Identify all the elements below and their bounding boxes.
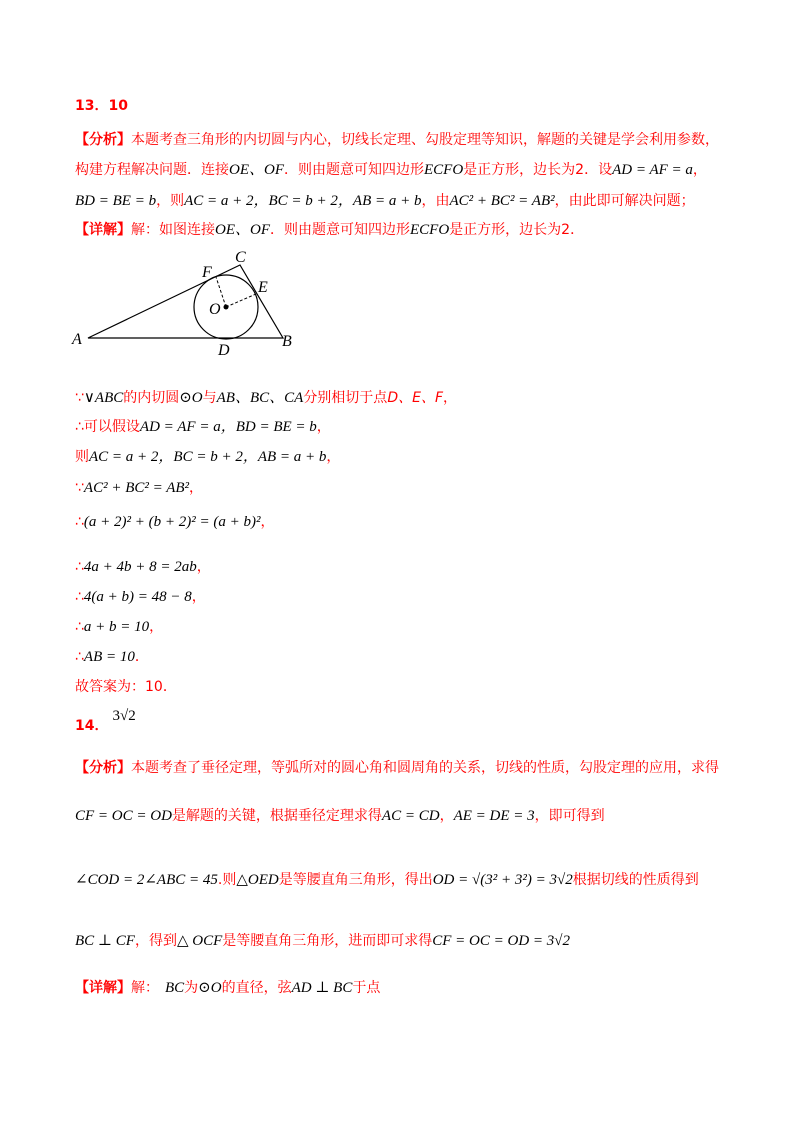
math-expr: AE = DE = 3 [453,808,535,824]
detail-text: 是正方形，边长为2． [449,222,585,238]
math-expr: AC = CD [381,808,440,824]
step-text: ， [326,449,341,465]
q14-answer: 3√2 [112,708,136,724]
step-4 [75,478,203,498]
detail-text: ．则由题意可知四边形 [270,222,410,238]
analysis-text: ， [439,808,454,824]
step-5 [75,512,275,532]
label-d: D [218,342,230,358]
step-text: ． [134,649,149,665]
math-expr: AC² + BC² = AB² [449,193,555,209]
detail-tag: 【详解】 [75,222,131,238]
therefore-symbol: ∴ [75,559,84,575]
math-expr: BC [165,980,185,996]
math-expr: AC² + BC² = AB² [83,480,190,496]
q14-detail-line [75,978,380,998]
q13-detail-line [75,220,584,240]
q14-analysis-line1 [75,758,719,778]
analysis-text: ，由此即可解决问题； [554,193,695,209]
q14-number: 14． [75,718,109,734]
math-expr: ECFO [424,162,464,178]
label-f: F [202,264,212,281]
step-text: ， [260,514,275,530]
therefore-symbol: ∴ [75,619,84,635]
label-b: B [282,333,292,350]
triangle-incircle-figure [68,248,298,358]
step-text: ， [189,480,204,496]
step-text: ， [316,419,331,435]
analysis-text: .则 [217,872,237,888]
q13-analysis-line3 [75,191,695,211]
step-text: ， [149,619,164,635]
math-expr: AD = AF = a [612,162,693,178]
analysis-text: 是等腰直角三角形，进而即可求得 [222,933,433,949]
step-3 [75,447,340,467]
detail-text: 为 [184,980,199,996]
analysis-text: ．则由题意可知四边形 [284,162,424,178]
math-expr: △OED [236,872,279,888]
geometry-diagram [68,248,298,358]
q14-analysis-line3 [75,870,699,890]
math-expr: AC = a + 2，BC = b + 2，AB = a + b [184,193,422,209]
therefore-symbol: ∴ [75,589,84,605]
analysis-text: 是等腰直角三角形，得出 [278,872,433,888]
math-expr: AB = 10 [83,649,135,665]
math-expr: ∨ABC [83,390,124,406]
math-expr: OD = √(3² + 3²) = 3√2 [432,872,573,888]
detail-text: 的直径，弦 [221,980,292,996]
math-expr: AD = AF = a，BD = BE = b [139,419,317,435]
math-expr: ⊙O [198,980,222,996]
analysis-text: ，由 [421,193,450,209]
q14-analysis-line2 [75,806,605,826]
detail-text: 于点 [352,980,381,996]
label-c: C [235,249,246,266]
because-symbol: ∵ [75,390,84,406]
label-a: A [72,331,82,348]
therefore-symbol: ∴ [75,649,84,665]
radius-oe [226,294,256,307]
triangle-abc [88,265,283,338]
analysis-text: ， [692,162,707,178]
step-text: ， [191,589,206,605]
analysis-text: ，即可得到 [534,808,605,824]
because-symbol: ∵ [75,480,84,496]
analysis-text: 本题考查三角形的内切圆与内心，切线长定理、勾股定理等知识，解题的关键是学会利用参数， [131,132,719,148]
analysis-text: 构建方程解决问题．连接 [75,162,229,178]
math-expr: ⊙O [179,390,203,406]
math-expr: a + b = 10 [83,619,150,635]
analysis-text: 本题考查了垂径定理，等弧所对的圆心角和圆周角的关系，切线的性质，勾股定理的应用，求得 [131,760,719,776]
step-text: ， [196,559,211,575]
math-expr: AB、BC、CA [216,390,304,406]
q13-number: 13．10 [75,98,128,114]
q13-analysis-line2 [75,160,707,180]
q13-analysis-line1 [75,130,719,150]
step-7 [75,587,206,607]
math-expr: CF = OC = OD [75,808,172,824]
math-expr: 4a + 4b + 8 = 2ab [83,559,197,575]
label-e: E [258,279,268,296]
analysis-text: ，得到 [134,933,177,949]
analysis-text: ，则 [156,193,185,209]
math-expr: (a + 2)² + (b + 2)² = (a + b)² [83,514,261,530]
analysis-tag: 【分析】 [75,132,131,148]
step-text: 则 [75,449,89,465]
therefore-symbol: ∴ [75,514,84,530]
analysis-tag: 【分析】 [75,760,131,776]
math-expr: OE、OF [229,162,284,178]
step-text: 可以假设 [83,419,140,435]
step-text: 的内切圆 [123,390,180,406]
final-answer: 故答案为：10． [75,679,177,695]
step-6 [75,557,211,577]
step-text: 与 [202,390,217,406]
q14-analysis-line4 [75,931,570,951]
math-expr: ECFO [410,222,450,238]
analysis-text: 是正方形，边长为2．设 [463,162,613,178]
step-9 [75,647,149,667]
step-text: 分别相切于点 [303,390,388,406]
q14-header [75,706,136,734]
math-expr: CF = OC = OD = 3√2 [432,933,571,949]
detail-tag: 【详解】 [75,980,131,996]
math-expr: AC = a + 2，BC = b + 2，AB = a + b [89,449,327,465]
math-expr: △ OCF [176,933,223,949]
analysis-text: 根据切线的性质得到 [572,872,699,888]
detail-text: 解：如图连接 [131,222,215,238]
step-1 [75,388,457,408]
step-2 [75,417,331,437]
math-expr: BD = BE = b [75,193,157,209]
step-text: D、E、F [387,390,443,406]
math-expr: 4(a + b) = 48 − 8 [83,589,192,605]
therefore-symbol: ∴ [75,419,84,435]
step-8 [75,617,163,637]
math-expr: ∠COD = 2∠ABC = 45 [75,872,218,888]
step-text: ， [443,390,457,406]
math-expr: OE、OF [215,222,270,238]
math-expr: BC ⊥ CF [75,933,135,949]
label-o: O [209,301,221,318]
math-expr: AD ⊥ BC [291,980,353,996]
detail-text: 解： [131,980,159,996]
analysis-text: 是解题的关键，根据垂径定理求得 [171,808,382,824]
